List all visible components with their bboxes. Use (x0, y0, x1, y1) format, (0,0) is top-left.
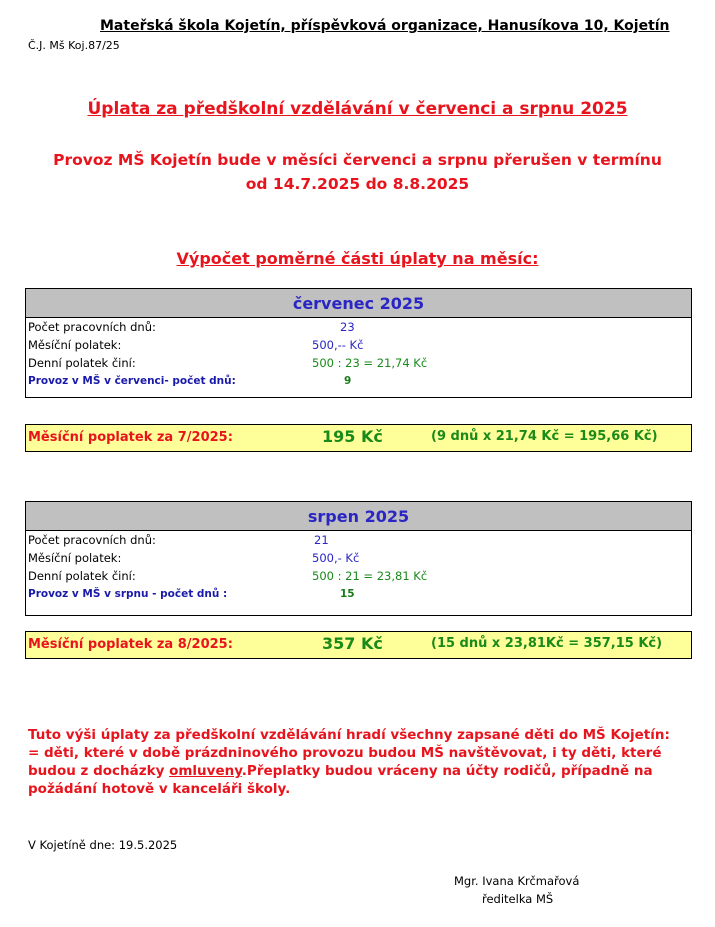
row-label: Provoz v MŠ v červenci- počet dnů: (28, 375, 236, 387)
reference-number: Č.J. Mš Koj.87/25 (28, 39, 120, 52)
july-fee-bar (25, 424, 692, 452)
row-value: 500 : 23 = 21,74 Kč (312, 356, 428, 370)
august-operating-days-row (26, 585, 691, 603)
payment-note-underlined: omluveny (169, 763, 242, 779)
calculation-title: Výpočet poměrné části úplaty na měsíc: (176, 249, 539, 268)
august-fee-bar (25, 631, 692, 659)
payment-note (28, 726, 678, 798)
july-fee-label: Měsíční poplatek za 7/2025: (28, 430, 233, 445)
row-label: Denní polatek činí: (28, 356, 136, 370)
august-fee-calculation: (15 dnů x 23,81Kč = 357,15 Kč) (431, 636, 663, 651)
closure-notice (0, 148, 715, 196)
signature-role: ředitelka MŠ (482, 892, 554, 906)
row-value: 500,- Kč (312, 551, 360, 565)
row-label: Provoz v MŠ v srpnu - počet dnů : (28, 588, 228, 600)
july-working-days-row (26, 318, 691, 336)
document-title: Úplata za předškolní vzdělávání v červenci a srpnu 2025 (87, 99, 628, 119)
signature-name: Mgr. Ivana Krčmařová (454, 874, 580, 888)
row-value: 15 (340, 588, 355, 600)
organization-header: Mateřská škola Kojetín, příspěvková organizace, Hanusíkova 10, Kojetín (100, 18, 670, 34)
august-fee-label: Měsíční poplatek za 8/2025: (28, 637, 233, 652)
august-heading: srpen 2025 (26, 502, 691, 531)
row-label: Měsíční polatek: (28, 551, 122, 565)
closure-notice-line1: Provoz MŠ Kojetín bude v měsíci červenci a srpnu přerušen v termínu (53, 151, 662, 169)
row-value: 500 : 21 = 23,81 Kč (312, 569, 428, 583)
closure-notice-dates: od 14.7.2025 do 8.8.2025 (245, 175, 470, 193)
row-label: Měsíční polatek: (28, 338, 122, 352)
row-label: Počet pracovních dnů: (28, 320, 156, 334)
august-fee-amount: 357 Kč (322, 634, 383, 653)
august-monthly-fee-row (26, 549, 691, 567)
july-fee-calculation: (9 dnů x 21,74 Kč = 195,66 Kč) (431, 429, 658, 444)
august-table (25, 501, 692, 616)
july-monthly-fee-row (26, 336, 691, 354)
row-label: Počet pracovních dnů: (28, 533, 156, 547)
july-daily-fee-row (26, 354, 691, 372)
july-operating-days-row (26, 372, 691, 390)
row-value: 9 (344, 375, 352, 387)
payment-note-part1: Tuto výši úplaty za předškolní vzdělávání hradí všechny zapsané děti do MŠ Kojetín: = děti, které v době prázdninového provozu budou MŠ navštěvovat, i ty děti, které budou z docházky (28, 727, 670, 779)
august-working-days-row (26, 531, 691, 549)
july-heading: červenec 2025 (26, 289, 691, 318)
payment-note-part2: .Přeplatky budou vráceny na účty rodičů, případně na požádání hotově v kanceláři školy. (28, 763, 653, 797)
issue-date: V Kojetíně dne: 19.5.2025 (28, 838, 178, 852)
row-value: 21 (314, 533, 329, 547)
row-value: 500,-- Kč (312, 338, 364, 352)
row-label: Denní polatek činí: (28, 569, 136, 583)
july-table (25, 288, 692, 398)
july-fee-amount: 195 Kč (322, 427, 383, 446)
august-daily-fee-row (26, 567, 691, 585)
row-value: 23 (340, 320, 355, 334)
